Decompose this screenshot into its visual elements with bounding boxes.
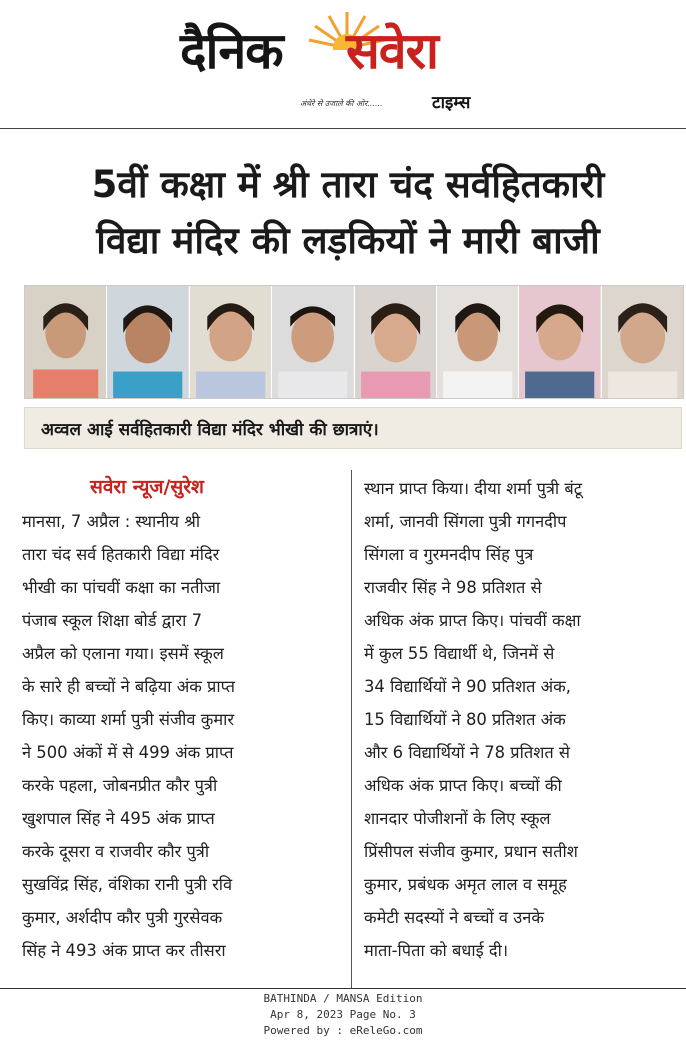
body-line: अप्रैल को एलाना गया। इसमें स्कूल	[22, 644, 224, 663]
body-line: सिंगला व गुरमनदीप सिंह पुत्र	[364, 545, 534, 564]
photo-caption: अव्वल आई सर्वहितकारी विद्या मंदिर भीखी की छात्राएं।	[41, 420, 379, 440]
body-line: स्थान प्राप्त किया। दीया शर्मा पुत्री बंटू	[364, 479, 582, 498]
student-photo	[272, 286, 354, 398]
body-line: तारा चंद सर्व हितकारी विद्या मंदिर	[22, 545, 220, 564]
body-line: भीखी का पांचवीं कक्षा का नतीजा	[22, 578, 221, 597]
footer-edition: BATHINDA / MANSA Edition	[263, 992, 423, 1005]
body-line: ने 500 अंकों में से 499 अंक प्राप्त	[22, 743, 234, 762]
body-line: और 6 विद्यार्थियों ने 78 प्रतिशत से	[364, 743, 570, 762]
column-divider	[351, 470, 352, 988]
body-line: शर्मा, जानवी सिंगला पुत्री गगनदीप	[364, 512, 567, 531]
student-photo	[519, 286, 601, 398]
body-line: अधिक अंक प्राप्त किए। बच्चों की	[364, 776, 562, 795]
top-divider	[0, 128, 686, 129]
body-line: करके पहला, जोबनप्रीत कौर पुत्री	[22, 776, 218, 795]
student-photo	[437, 286, 519, 398]
footer-powered-by: Powered by : eReleGo.com	[263, 1024, 423, 1037]
student-photo	[190, 286, 272, 398]
body-line: कुमार, प्रबंधक अमृत लाल व समूह	[364, 875, 567, 894]
body-line: पंजाब स्कूल शिक्षा बोर्ड द्वारा 7	[22, 611, 203, 630]
headline-line-2: विद्या मंदिर की लड़कियों ने मारी बाजी	[96, 219, 600, 262]
headline-line-1: 5वीं कक्षा में श्री तारा चंद सर्वहितकारी	[91, 163, 605, 206]
masthead	[0, 0, 686, 128]
body-line: 15 विद्यार्थियों ने 80 प्रतिशत अंक	[364, 710, 566, 729]
body-line: में कुल 55 विद्यार्थी थे, जिनमें से	[364, 644, 555, 663]
body-line: 34 विद्यार्थियों ने 90 प्रतिशत अंक,	[364, 677, 571, 696]
masthead-sub: टाइम्स	[432, 93, 471, 113]
body-line: किए। काव्या शर्मा पुत्री संजीव कुमार	[22, 710, 235, 729]
student-photo	[25, 286, 107, 398]
body-line: सिंह ने 493 अंक प्राप्त कर तीसरा	[22, 941, 226, 960]
body-line: प्रिंसीपल संजीव कुमार, प्रधान सतीश	[364, 842, 578, 861]
body-line: करके दूसरा व राजवीर कौर पुत्री	[22, 842, 210, 861]
masthead-name-black: दैनिक	[180, 22, 283, 80]
masthead-tagline: अंधेरे से उजाले की ओर......	[300, 99, 383, 108]
student-photo	[107, 286, 189, 398]
footer-divider	[0, 988, 686, 989]
body-line: कमेटी सदस्यों ने बच्चों व उनके	[364, 908, 544, 927]
body-line: के सारे ही बच्चों ने बढ़िया अंक प्राप्त	[22, 677, 235, 696]
student-photo-strip	[24, 285, 684, 399]
body-line: सुखविंद्र सिंह, वंशिका रानी पुत्री रवि	[22, 875, 233, 894]
student-photo	[355, 286, 437, 398]
body-line: खुशपाल सिंह ने 495 अंक प्राप्त	[22, 809, 215, 828]
body-line: मानसा, 7 अप्रैल : स्थानीय श्री	[22, 512, 201, 531]
student-photo	[602, 286, 683, 398]
body-line: माता-पिता को बधाई दी।	[364, 941, 509, 960]
body-line: कुमार, अर्शदीप कौर पुत्री गुरसेवक	[22, 908, 223, 927]
body-line: शानदार पोजीशनों के लिए स्कूल	[364, 809, 551, 828]
byline: सवेरा न्यूज/सुरेश	[90, 476, 204, 498]
photo-caption-box	[24, 407, 682, 449]
footer-date-page: Apr 8, 2023 Page No. 3	[270, 1008, 416, 1021]
body-line: राजवीर सिंह ने 98 प्रतिशत से	[364, 578, 542, 597]
masthead-name-red: सवेरा	[346, 22, 438, 80]
body-line: अधिक अंक प्राप्त किए। पांचवीं कक्षा	[364, 611, 581, 630]
